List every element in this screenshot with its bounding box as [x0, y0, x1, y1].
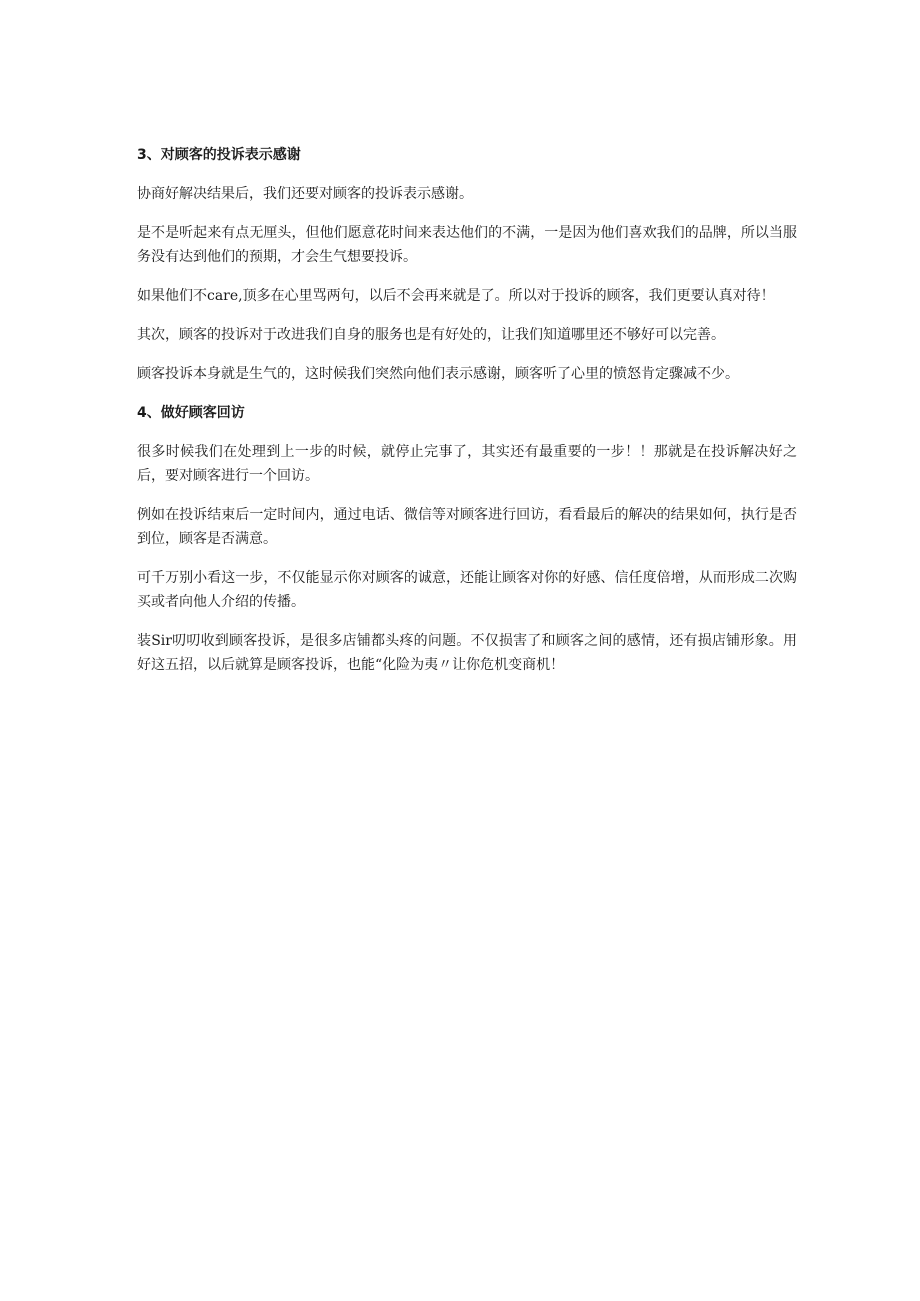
- paragraph: 是不是听起来有点无厘头，但他们愿意花时间来表达他们的不满，一是因为他们喜欢我们的品牌，所以当服务没有达到他们的预期，才会生气想要投诉。: [137, 225, 797, 265]
- paragraph: 装Sir叨叨收到顾客投诉，是很多店铺都头疼的问题。不仅损害了和顾客之间的感情，还有损店铺形象。用好这五招，以后就算是顾客投诉，也能“化险为夷〃让你危机变商机！: [137, 633, 797, 673]
- section-heading: 4、做好顾客回访: [137, 405, 245, 421]
- paragraph: 很多时候我们在处理到上一步的时候，就停止完事了，其实还有最重要的一步！！那就是在投诉解决好之后，要对顾客进行一个回访。: [137, 444, 797, 484]
- section-4: [137, 401, 797, 677]
- paragraph: 其次，顾客的投诉对于改进我们自身的服务也是有好处的，让我们知道哪里还不够好可以完善。: [137, 327, 725, 343]
- paragraph: 协商好解决结果后，我们还要对顾客的投诉表示感谢。: [137, 186, 473, 202]
- paragraph: 可千万别小看这一步，不仅能显示你对顾客的诚意，还能让顾客对你的好感、信任度倍增，从而形成二次购买或者向他人介绍的传播。: [137, 570, 797, 610]
- paragraph: 例如在投诉结束后一定时间内，通过电话、微信等对顾客进行回访，看看最后的解决的结果如何，执行是否到位，顾客是否满意。: [137, 507, 797, 547]
- section-heading: 3、对顾客的投诉表示感谢: [137, 147, 301, 163]
- section-3: [137, 143, 797, 386]
- paragraph: 如果他们不care,顶多在心里骂两句，以后不会再来就是了。所以对于投诉的顾客，我们更要认真对待！: [137, 288, 775, 304]
- document-page: [137, 143, 797, 692]
- paragraph: 顾客投诉本身就是生气的，这时候我们突然向他们表示感谢，顾客听了心里的愤怒肯定骤减不少。: [137, 366, 739, 382]
